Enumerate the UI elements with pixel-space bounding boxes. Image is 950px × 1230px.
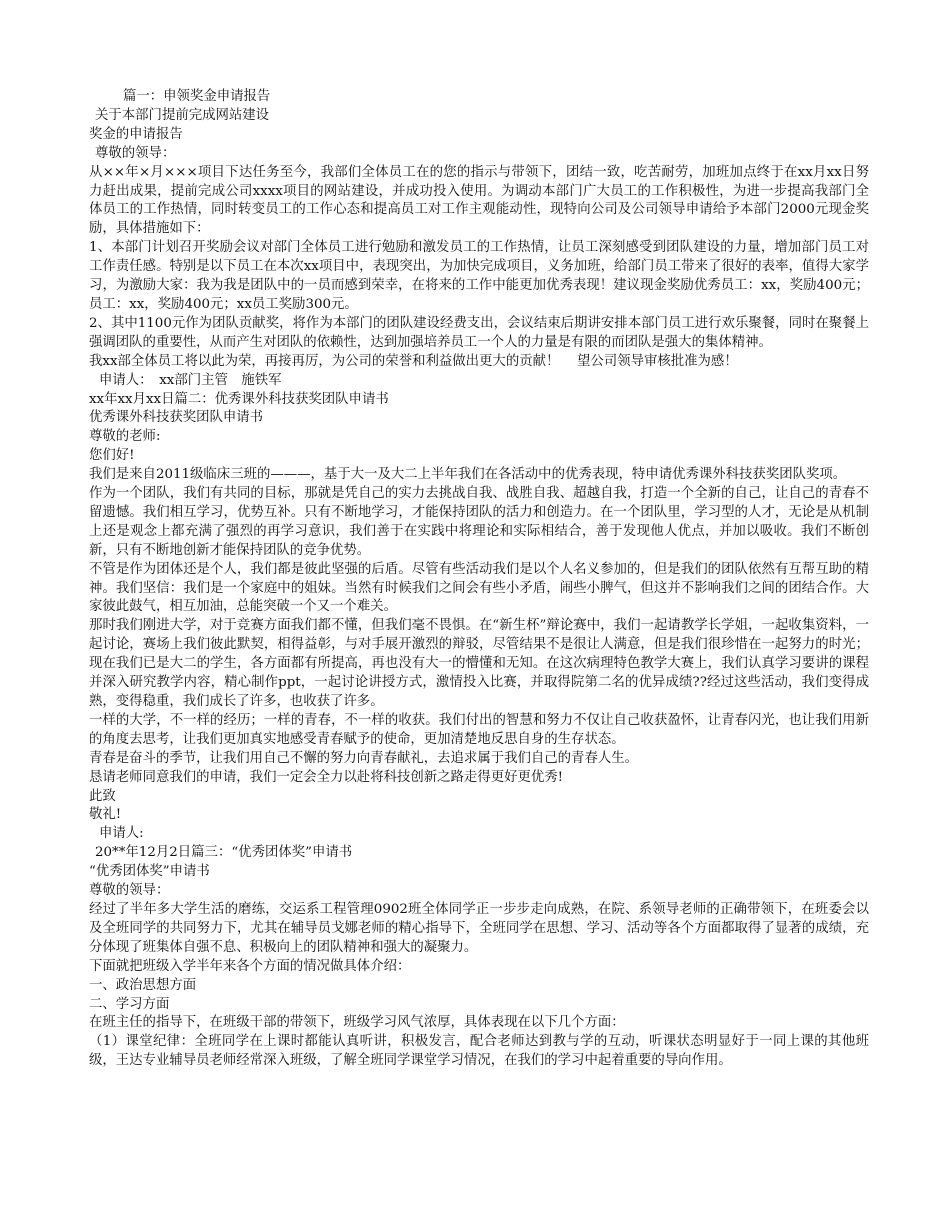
section2-paragraph-3: 不管是作为团体还是个人，我们都是彼此坚强的后盾。尽管有些活动我们是以个人名义参加的，但是我们的团队依然有互帮互助的精神。我们坚信：我们是一个家庭中的姐妹。当然有时候我们之间会有些小矛盾，闹些小脾气，但这并不影响我们之间的团结合作。大家彼此鼓气，相互加油，总能突破一个又一个难关。 [89,561,869,615]
section3-item-1: 一、政治思想方面 [89,977,197,993]
section3-title: “优秀团体奖”申请书 [89,864,210,880]
section2-greeting: 您们好! [89,448,135,464]
section2-paragraph-1: 我们是来自2011级临床三班的———，基于大一及大二上半年我们在各活动中的优秀表现，特申请优秀课外科技获奖团队奖项。 [89,467,847,483]
section2-paragraph-5: 一样的大学，不一样的经历；一样的青春，不一样的收获。我们付出的智慧和努力不仅让自己收获盈怀，让青春闪光，也让我们用新的角度去思考，让我们更加真实地感受青春赋予的使命，更加清楚地反思自身的生存状态。 [89,712,869,747]
section2-title: 优秀课外科技获奖团队申请书 [89,410,264,426]
section1-paragraph-1: 从××年×月×××项目下达任务至今，我部们全体员工在的您的指示与带领下，团结一致，吃苦耐劳，加班加点终于在xx月xx日努力赶出成果，提前完成公司xxxx项目的网站建设，并成功投入使用。为调动本部门广大员工的工作积极性，为进一步提高我部门全体员工的工作热情，同时转变员工的工作心态和提高员工对工作主观能动性，现特向公司及公司领导申请给予本部门2000元现金奖励，具体措施如下： [89,164,869,237]
section1-salutation: 尊敬的领导： [95,145,176,161]
section1-heading: 篇一：申领奖金申请报告 [123,89,271,104]
section1-applicant: 申请人： xx部门主管 施铁军 [99,372,282,388]
section1-title-line2: 奖金的申请报告 [89,126,183,142]
section2-paragraph-4: 那时我们刚进大学，对于竞赛方面我们都不懂，但我们毫不畏惧。在“新生杯”辩论赛中，我们一起请教学长学姐，一起收集资料，一起讨论，赛场上我们彼此默契，相得益彰，与对手展开激烈的辩驳，尽管结果不是很让人满意，但是我们很珍惜在一起努力的时光；现在我们已是大二的学生，各方面都有所提高，再也没有大一的懵懂和无知。在这次病理特色教学大赛上，我们认真学习要讲的课程并深入研究教学内容，精心制作ppt，一起讨论讲授方式，激情投入比赛，并取得院第二名的优异成绩??经过这些活动，我们变得成熟，变得稳重，我们成长了许多，也收获了许多。 [89,618,869,709]
section3-item-2: 二、学习方面 [89,996,170,1012]
section1-title-line1: 关于本部门提前完成网站建设 [95,107,270,123]
section3-salutation: 尊敬的领导： [89,883,170,899]
section2-paragraph-6: 青春是奋斗的季节，让我们用自己不懈的努力向青春献礼，去追求属于我们自己的青春人生。 [89,750,639,766]
section2-closing-2: 敬礼! [89,807,122,823]
section2-closing-1: 此致 [89,788,116,804]
document-page [89,88,869,1071]
section3-paragraph-3: 在班主任的指导下，在班级干部的带领下，班级学习风气浓厚，具体表现在以下几个方面： [89,1015,625,1031]
section1-paragraph-3: 2、其中1100元作为团队贡献奖，将作为本部门的团队建设经费支出，会议结束后期讲安排本部门员工进行欢乐聚餐，同时在聚餐上强调团队的重要性，从而产生对团队的依赖性，达到加强培养员工一个人的力量是有限的而团队是强大的集体精神。 [89,315,869,350]
section1-paragraph-2: 1、本部门计划召开奖励会议对部门全体员工进行勉励和激发员工的工作热情，让员工深刻感受到团队建设的力量，增加部门员工对工作责任感。特别是以下员工在本次xx项目中，表现突出，为加快完成项目，义务加班，给部门员工带来了很好的表率，值得大家学习，为激励大家：我为我是团队中的一员而感到荣幸，在将来的工作中能更加优秀表现！建议现金奖励优秀员工：xx，奖励400元；员工：xx，奖励400元；xx员工奖励300元。 [89,240,869,312]
section3-paragraph-1: 经过了半年多大学生活的磨练，交运系工程管理0902班全体同学正一步步走向成熟，在院、系领导老师的正确带领下，在班委会以及全班同学的共同努力下，尤其在辅导员戈娜老师的精心指导下，全班同学在思想、学习、活动等各个方面都取得了显著的成绩，充分体现了班集体自强不息、积极向上的团队精神和强大的凝聚力。 [89,901,869,955]
section1-date-and-next-heading: xx年xx月xx日篇二：优秀课外科技获奖团队申请书 [89,391,389,407]
section2-paragraph-2: 作为一个团队，我们有共同的目标，那就是凭自己的实力去挑战自我、战胜自我、超越自我，打造一个全新的自己，让自己的青春不留遗憾。我们相互学习，优势互补。只有不断地学习，才能保持团队的活力和创造力。在一个团队里，学习型的人才，无论是从机制上还是观念上都充满了强烈的再学习意识，我们善于在实践中将理论和实际相结合，善于发现他人优点，并加以吸收。我们不断创新，只有不断地创新才能保持团队的竞争优势。 [89,486,869,558]
section2-salutation: 尊敬的老师: [89,429,161,445]
section2-applicant: 申请人: [99,826,144,842]
section3-paragraph-4: （1）课堂纪律：全班同学在上课时都能认真听讲，积极发言，配合老师达到教与学的互动，听课状态明显好于一同上课的其他班级，王达专业辅导员老师经常深入班级，了解全班同学课堂学习情况，在我们的学习中起着重要的导向作用。 [89,1034,869,1069]
section1-paragraph-4: 我xx部全体员工将以此为荣，再接再厉，为公司的荣誉和利益做出更大的贡献！ 望公司领导审核批准为感！ [89,353,738,369]
section2-date-and-next-heading: 20**年12月2日篇三：“优秀团体奖”申请书 [95,845,353,861]
section3-paragraph-2: 下面就把班级入学半年来各个方面的情况做具体介绍： [89,958,411,974]
section2-paragraph-7: 恳请老师同意我们的申请，我们一定会全力以赴将科技创新之路走得更好更优秀! [89,769,564,785]
